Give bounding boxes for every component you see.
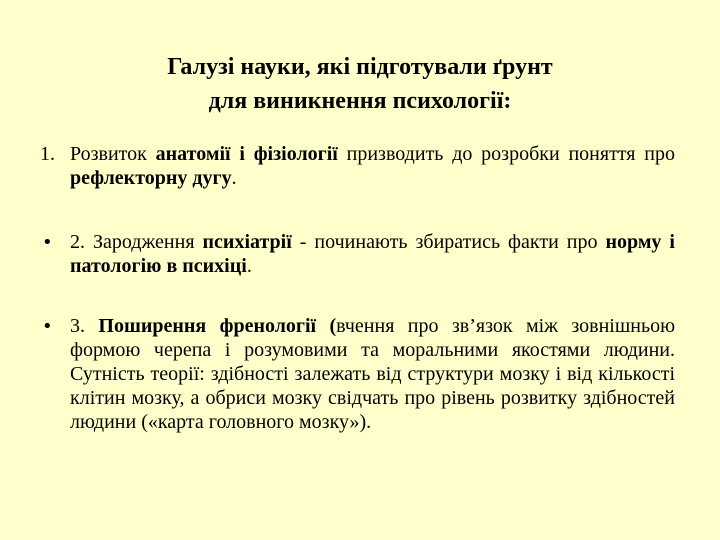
- bullet-marker: •: [42, 232, 53, 253]
- item-text-part: 3.: [70, 315, 99, 337]
- item-text-bold: психіатрії: [202, 231, 292, 253]
- item-text-bold: анатомії і фізіології: [155, 143, 338, 165]
- content-list: [40, 142, 675, 434]
- item-text-part: - починають збиратись факти про: [291, 231, 606, 253]
- item-text-bold: норму і патологію в психіці: [70, 231, 675, 277]
- item-number: 1.: [40, 143, 55, 165]
- list-item-phrenology: [40, 314, 675, 434]
- item-text-part: .: [246, 255, 252, 277]
- list-item-psychiatry: [40, 230, 675, 278]
- item-text-part: .: [231, 167, 237, 189]
- title-line-2: для виникнення психології:: [208, 88, 512, 114]
- title-line-1: Галузі науки, які підготували ґрунт: [167, 54, 553, 80]
- slide-title: [40, 50, 680, 118]
- item-text-part: вчення про зв’язок між зовнішньою формою черепа і розумовими та моральними якостями людини. Сутність теорії: здібності залежать від структури мозку і від кількості клітин мозку, а обриси мозку свідчать про рівень розвитку здібностей людини («карта головного мозку»).: [70, 315, 676, 433]
- bullet-marker: •: [42, 316, 53, 337]
- item-text-part: призводить до розробки поняття про: [337, 143, 675, 165]
- item-text-part: 2. Зародження: [70, 231, 203, 253]
- item-text-part: Розвиток: [70, 143, 156, 165]
- item-text-bold: Поширення френології (: [98, 315, 337, 337]
- list-item-anatomy: [40, 142, 675, 190]
- item-text-bold: рефлекторну дугу: [70, 167, 232, 189]
